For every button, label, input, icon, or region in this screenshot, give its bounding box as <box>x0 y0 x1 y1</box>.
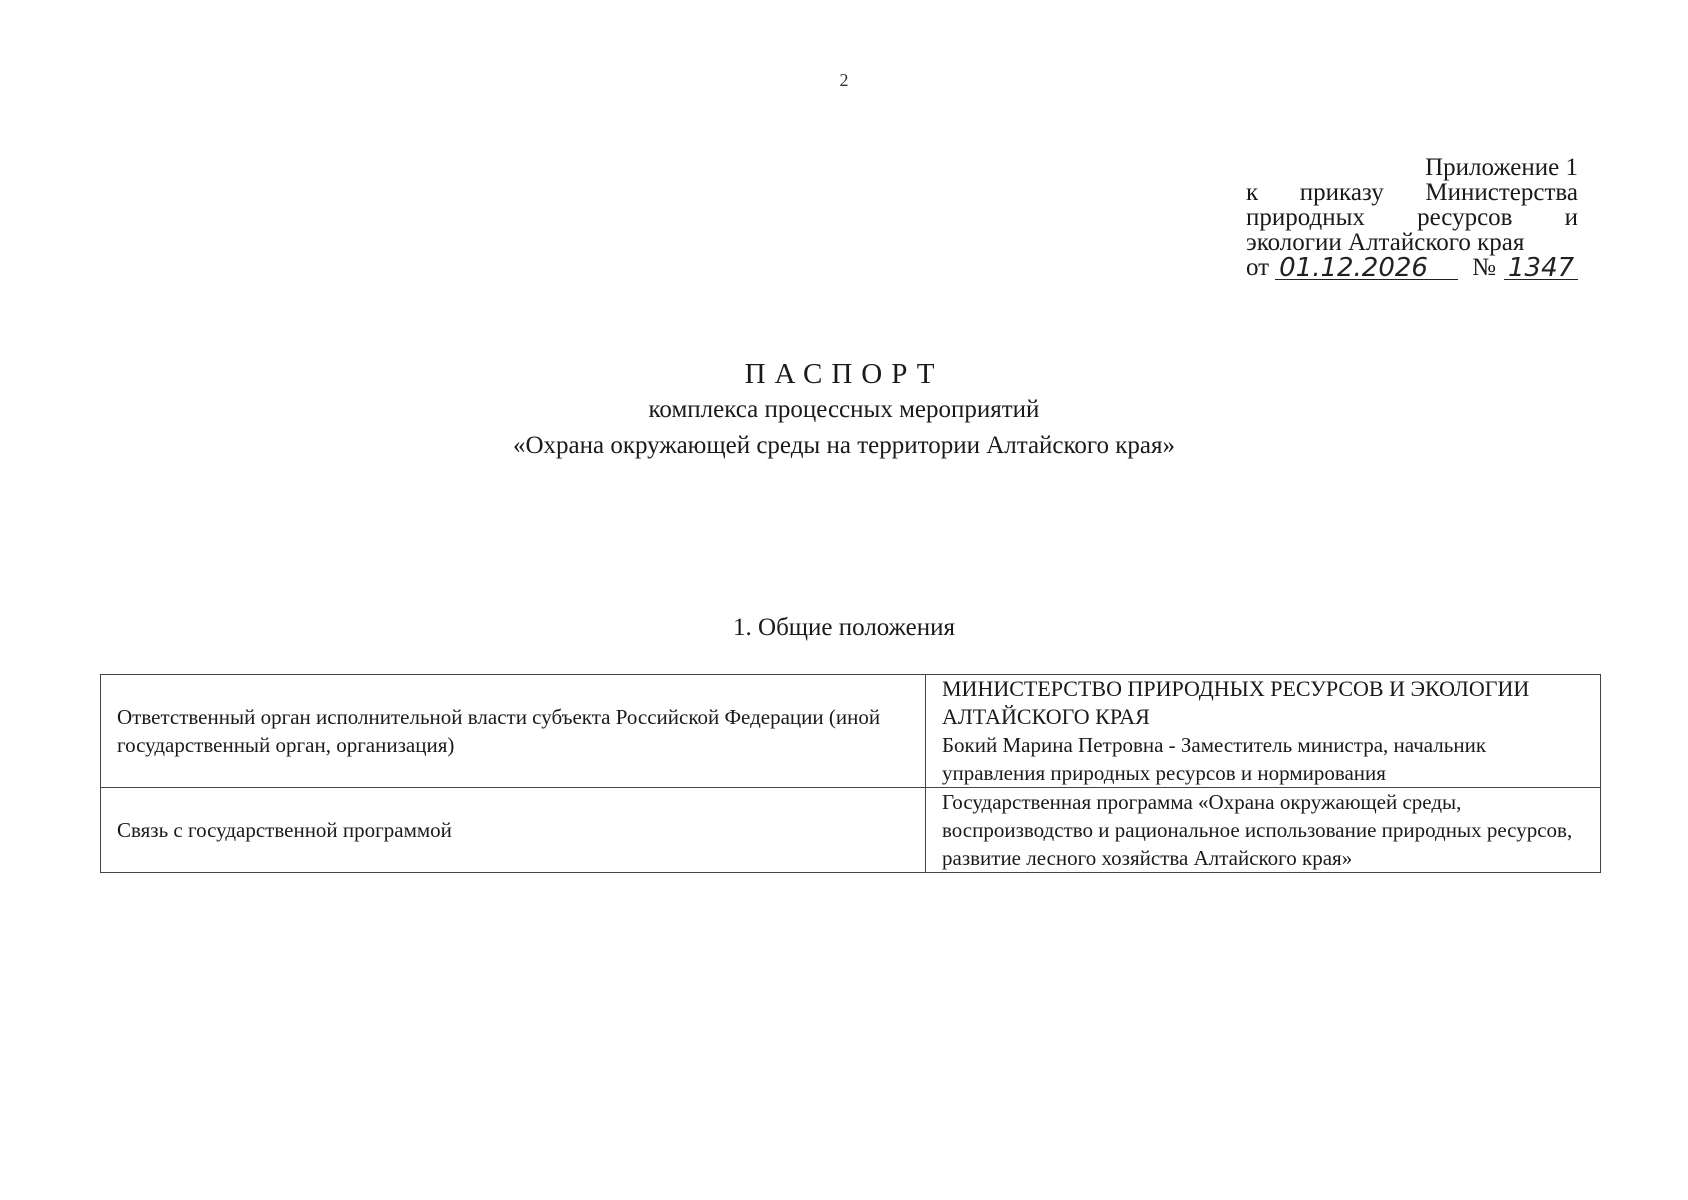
appendix-line-2: к приказу Министерства <box>1246 179 1578 206</box>
date-prefix: от <box>1246 254 1270 281</box>
responsible-person: Бокий Марина Петровна - Заместитель министра, начальник управления природных ресурсов и нормирования <box>942 733 1487 785</box>
table-row <box>101 675 1601 788</box>
table-cell-value: Государственная программа «Охрана окружающей среды, воспроизводство и рациональное использование природных ресурсов, развитие лесного хозяйства Алтайского края» <box>926 788 1601 873</box>
document-subtitle-line-2: «Охрана окружающей среды на территории Алтайского края» <box>512 432 1176 459</box>
appendix-line-3: природных ресурсов и <box>1246 204 1578 231</box>
table-cell-value <box>926 675 1601 788</box>
appendix-title: Приложение 1 <box>1425 154 1578 181</box>
handwritten-number: 1347 <box>1504 257 1578 280</box>
page-number: 2 <box>839 70 849 90</box>
table-row <box>101 788 1601 873</box>
section-title: 1. Общие положения <box>733 614 955 641</box>
appendix-block <box>1246 154 1578 283</box>
table-cell-label: Связь с государственной программой <box>101 788 926 873</box>
title-block <box>0 356 1688 464</box>
table-cell-label: Ответственный орган исполнительной власти субъекта Российской Федерации (иной государственный орган, организация) <box>101 675 926 788</box>
ministry-name: МИНИСТЕРСТВО ПРИРОДНЫХ РЕСУРСОВ И ЭКОЛОГИИ АЛТАЙСКОГО КРАЯ <box>942 676 1530 729</box>
appendix-date-row <box>1246 253 1578 283</box>
general-provisions-table <box>100 674 1601 873</box>
handwritten-date: 01.12.2026 <box>1275 257 1458 280</box>
appendix-line-4: экологии Алтайского края <box>1246 229 1525 256</box>
number-sign: № <box>1472 254 1496 281</box>
document-subtitle-line-1: комплекса процессных мероприятий <box>648 396 1040 423</box>
document-title: ПАСПОРТ <box>744 358 944 390</box>
